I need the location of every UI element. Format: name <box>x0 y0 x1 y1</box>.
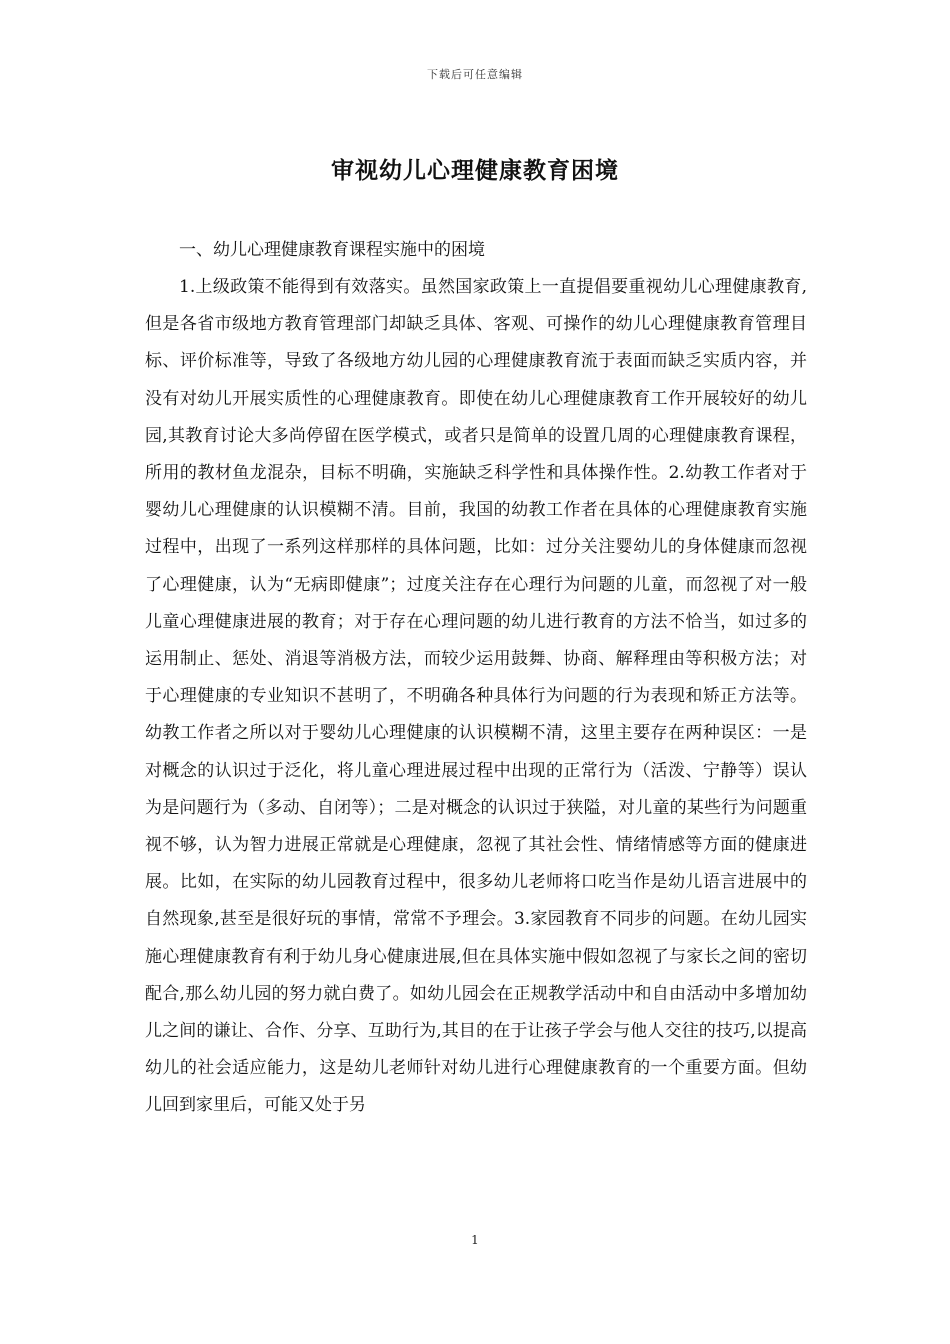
document-body <box>145 232 807 1125</box>
body-paragraph: 1.上级政策不能得到有效落实。虽然国家政策上一直提倡要重视幼儿心理健康教育,但是各省市级地方教育管理部门却缺乏具体、客观、可操作的幼儿心理健康教育管理目标、评价标准等，导致了各级地方幼儿园的心理健康教育流于表面而缺乏实质内容，并没有对幼儿开展实质性的心理健康教育。即使在幼儿心理健康教育工作开展较好的幼儿园,其教育讨论大多尚停留在医学模式，或者只是简单的设置几周的心理健康教育课程，所用的教材鱼龙混杂，目标不明确，实施缺乏科学性和具体操作性。2.幼教工作者对于婴幼儿心理健康的认识模糊不清。目前，我国的幼教工作者在具体的心理健康教育实施过程中，出现了一系列这样那样的具体问题，比如：过分关注婴幼儿的身体健康而忽视了心理健康，认为“无病即健康”；过度关注存在心理行为问题的儿童，而忽视了对一般儿童心理健康进展的教育；对于存在心理问题的幼儿进行教育的方法不恰当，如过多的运用制止、惩处、消退等消极方法，而较少运用鼓舞、协商、解释理由等积极方法；对于心理健康的专业知识不甚明了，不明确各种具体行为问题的行为表现和矫正方法等。幼教工作者之所以对于婴幼儿心理健康的认识模糊不清，这里主要存在两种误区：一是对概念的认识过于泛化，将儿童心理进展过程中出现的正常行为（活泼、宁静等）误认为是问题行为（多动、自闭等）；二是对概念的认识过于狭隘，对儿童的某些行为问题重视不够，认为智力进展正常就是心理健康，忽视了其社会性、情绪情感等方面的健康进展。比如，在实际的幼儿园教育过程中，很多幼儿老师将口吃当作是幼儿语言进展中的自然现象,甚至是很好玩的事情，常常不予理会。3.家园教育不同步的问题。在幼儿园实施心理健康教育有利于幼儿身心健康进展,但在具体实施中假如忽视了与家长之间的密切配合,那么幼儿园的努力就白费了。如幼儿园会在正规教学活动中和自由活动中多增加幼儿之间的谦让、合作、分享、互助行为,其目的在于让孩子学会与他人交往的技巧,以提高幼儿的社会适应能力，这是幼儿老师针对幼儿进行心理健康教育的一个重要方面。但幼儿回到家里后，可能又处于另 <box>145 277 807 1116</box>
document-title: 审视幼儿心理健康教育困境 <box>331 157 619 184</box>
page-number: 1 <box>471 1233 479 1247</box>
section-heading: 一、幼儿心理健康教育课程实施中的困境 <box>179 240 485 260</box>
header-note: 下载后可任意编辑 <box>427 68 523 81</box>
